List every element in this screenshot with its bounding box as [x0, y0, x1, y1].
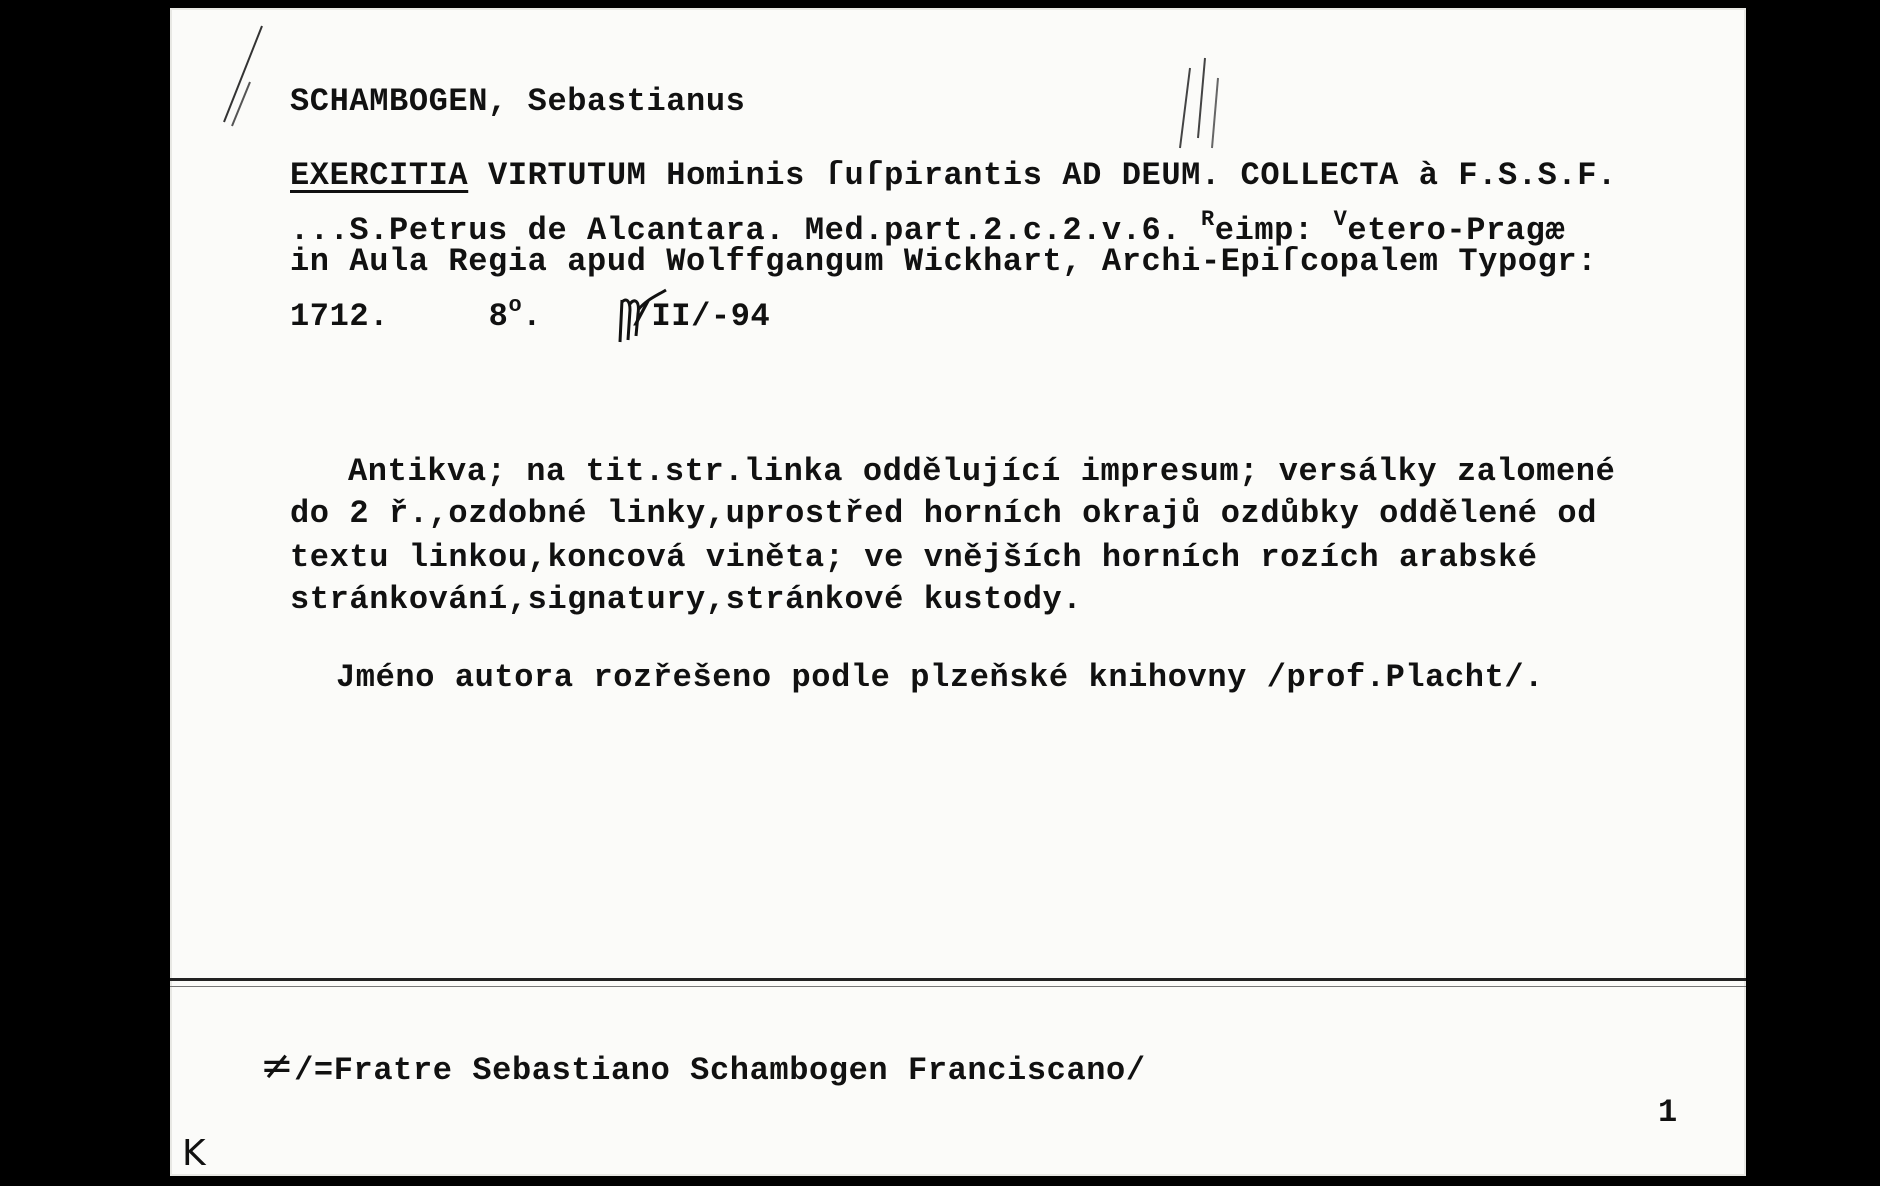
- footnote-line: [260, 1043, 1146, 1089]
- catalog-card: [170, 8, 1746, 1176]
- author-note: Jméno autora rozřešeno podle plzeňské knihovny /prof.Placht/.: [336, 659, 1544, 696]
- description-line-2: do 2 ř.,ozdobné linky,uprostřed horních okrajů ozdůbky oddělené od: [290, 495, 1598, 532]
- pencil-slash-marks: [210, 22, 270, 132]
- title-line-2-c: etero-Pragæ: [1347, 212, 1566, 249]
- title-line-1: [290, 158, 1617, 194]
- description-line-3: textu linkou,koncová viněta; ve vnějších horních rozích arabské: [290, 539, 1538, 576]
- title-rest: VIRTUTUM Hominis ſuſpirantis AD DEUM. COLLECTA à F.S.S.F.: [468, 157, 1617, 194]
- title-line-3: in Aula Regia apud Wolffgangum Wickhart, Archi-Epiſcopalem Typogr:: [290, 243, 1598, 280]
- title-line-2-sup-r: R: [1200, 207, 1215, 232]
- card-divider-rule-thin: [170, 986, 1746, 987]
- title-first-word: EXERCITIA: [290, 157, 469, 194]
- page-number: 1: [1658, 1094, 1678, 1131]
- card-divider-rule: [170, 978, 1746, 981]
- author-heading: [290, 84, 745, 120]
- format-number: 8: [488, 298, 509, 335]
- title-line-2-a: ...S.Petrus de Alcantara. Med.part.2.c.2.v.6.: [290, 212, 1201, 249]
- handwritten-initials: [616, 280, 676, 350]
- title-line-2-sup-v: V: [1333, 207, 1348, 232]
- imprint-format: [488, 293, 543, 335]
- author-name: SCHAMBOGEN, Sebastianus: [290, 83, 746, 120]
- footnote-mark: ≠: [260, 1043, 295, 1089]
- format-dot: .: [522, 298, 543, 335]
- title-line-2-b: eimp:: [1214, 212, 1334, 249]
- pencil-tick-marks: [1160, 38, 1230, 158]
- imprint-year: 1712.: [290, 298, 390, 335]
- shelf-signature: /II/-94: [631, 298, 771, 335]
- format-degree: o: [508, 293, 523, 318]
- description-line-4: stránkování,signatury,stránkové kustody.: [290, 581, 1083, 618]
- imprint-line: [290, 288, 770, 335]
- footnote-text: /=Fratre Sebastiano Schambogen Franciscano/: [294, 1052, 1146, 1089]
- corner-letter: K: [182, 1133, 207, 1174]
- description-line-1: Antikva; na tit.str.linka oddělující impresum; versálky zalomené: [348, 453, 1616, 490]
- title-line-2: [290, 202, 1565, 249]
